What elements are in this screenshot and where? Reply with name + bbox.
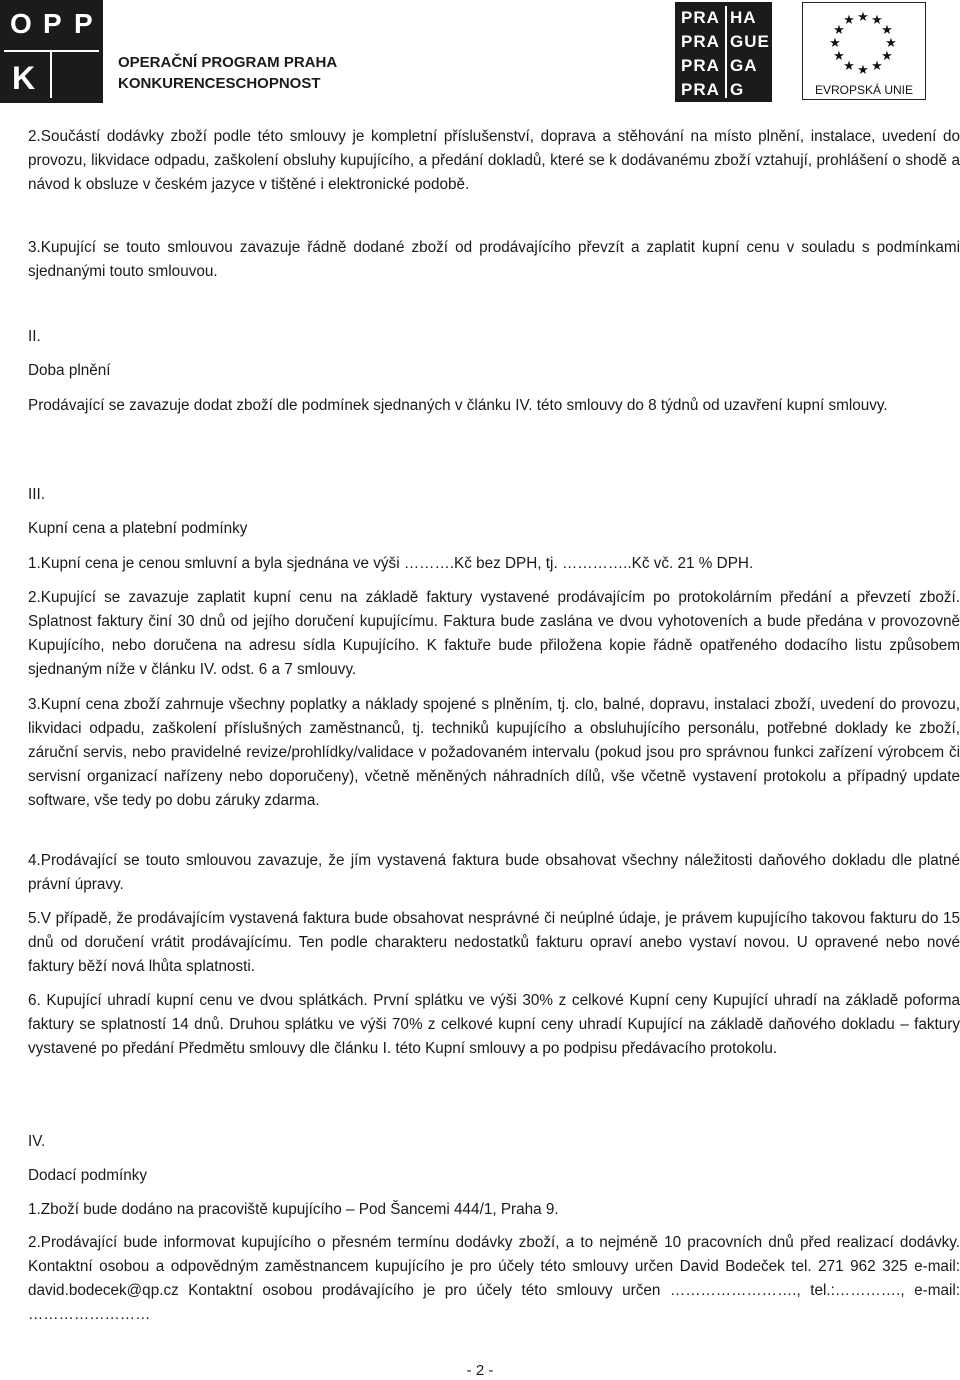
logo-divider [725,6,727,98]
opp-logo-letter: K [12,60,36,96]
paragraph: Prodávající se zavazuje dodat zboží dle podmínek sjednaných v článku IV. této smlouvy do 8 týdnů od uzavření kupní smlouvy. [28,397,888,414]
section-number: III. [28,486,45,503]
svg-text:★: ★ [833,22,845,37]
praha-logo [675,2,772,102]
section-title: Kupní cena a platební podmínky [28,520,248,537]
praha-logo-text: PRA [681,80,720,99]
svg-text:★: ★ [829,35,841,50]
paragraph: 1.Zboží bude dodáno na pracoviště kupujícího – Pod Šancemi 444/1, Praha 9. [28,1201,559,1218]
program-name-line2: KONKURENCESCHOPNOST [118,75,321,92]
praha-logo-text: PRA [681,8,720,27]
program-name [118,52,337,94]
eu-label: EVROPSKÁ UNIE [814,83,914,97]
paragraph: 2.Součástí dodávky zboží podle této smlouvy je kompletní příslušenství, doprava a stěhování na místo plnění, instalace, uvedení do provozu, likvidace odpadu, zaškolení obsluhy kupujícího, a předání dokladů, které se k dodávanému zboží vztahují, prohlášení o shodě a návod k obsluze v českém jazyce v tištěné i elektronické podobě. [28,128,960,193]
praha-logo-right [730,6,770,102]
praha-logo-text: PRA [681,56,720,75]
section-title: Doba plnění [28,362,111,379]
svg-text:★: ★ [885,35,897,50]
paragraph: 3.Kupní cena zboží zahrnuje všechny poplatky a náklady spojené s plněním, tj. clo, balné, dopravu, instalaci zboží, uvedení do provozu, likvidaci odpadu, zaškolení příslušných zaměstnanců, tj. techniků kupujícího a obsluhujícího personálu, potřebné doklady ke zboží, záruční servis, nebo pravidelné revize/prohlídky/validace v požadovaném intervalu (pokud jsou pro správnou funkci zařízení výrobcem či servisní organizací nařízeny nebo doporučeny), včetně měněných náhradních dílů, vše včetně vystavení protokolu a případný update software, vše tedy po dobu záruky zdarma. [28,696,960,809]
opp-logo [0,0,103,103]
svg-text:★: ★ [881,22,893,37]
section-number: IV. [28,1133,46,1150]
eu-stars-icon [825,7,901,77]
paragraph: 1.Kupní cena je cenou smluvní a byla sjednána ve výši ……….Kč bez DPH, tj. …………..Kč vč. 21 % DPH. [28,555,754,572]
svg-text:★: ★ [843,12,855,27]
praha-logo-text: GA [730,56,758,75]
opp-logo-letter: P [43,8,62,39]
paragraph: 6. Kupující uhradí kupní cenu ve dvou splátkách. První splátku ve výši 30% z celkové Kupní ceny Kupující uhradí na základě poforma faktury se splatností 14 dnů. Druhou splátku ve výši 70% z celkové kupní ceny uhradí Kupující na základě daňového dokladu – faktury vystavené po předání Předmětu smlouvy dle článku I. této Kupní smlouvy a po podpisu předávacího protokolu. [28,992,960,1057]
paragraph: 4.Prodávající se touto smlouvou zavazuje, že jím vystavená faktura bude obsahovat všechny náležitosti daňového dokladu dle platné právní úpravy. [28,852,960,893]
svg-text:★: ★ [857,9,869,24]
praha-logo-text: G [730,80,745,99]
svg-text:★: ★ [881,48,893,63]
paragraph: 3.Kupující se touto smlouvou zavazuje řádně dodané zboží od prodávajícího převzít a zaplatit kupní cenu v souladu s podmínkami sjednanými touto smlouvou. [28,239,960,280]
svg-text:★: ★ [857,62,869,77]
praha-logo-text: GUE [730,32,770,51]
paragraph: 2.Prodávající bude informovat kupujícího o přesném termínu dodávky zboží, a to nejméně 10 pracovních dnů před realizací dodávky. Kontaktní osobou a odpovědným zaměstnancem kupujícího je pro účely této smlouvy určen David Bodeček tel. 271 962 325 e-mail: david.bodecek@qp.cz Kontaktní osobou prodávajícího je pro účely této smlouvy určen ……………………., tel.:…………., e-mail: …………………… [28,1234,960,1323]
logo-divider [50,52,52,98]
section-number: II. [28,328,41,345]
svg-text:★: ★ [843,58,855,73]
opp-logo-letter: O [10,8,32,39]
praha-logo-text: HA [730,8,757,27]
paragraph: 2.Kupující se zavazuje zaplatit kupní cenu na základě faktury vystavené prodávajícím po protokolárním předání a převzetí zboží. Splatnost faktury činí 30 dnů od jejího doručení kupujícímu. Faktura bude zaslána ve dvou vyhotoveních a bude předána v provozovně Kupujícího, nebo doručena na adresu sídla Kupujícího. K faktuře bude přiložena kopie řádně opatřeného dodacího listu způsobem sjednaným níže v článku IV. odst. 6 a 7 smlouvy. [28,589,960,678]
svg-text:★: ★ [871,58,883,73]
paragraph: 5.V případě, že prodávajícím vystavená faktura bude obsahovat nesprávné či neúplné údaje, je právem kupujícího takovou fakturu do 15 dnů od doručení vrátit prodávajícímu. Ten podle charakteru nedostatků fakturu opraví anebo vystaví novou. U opravené nebo nové faktury běží nová lhůta splatnosti. [28,910,960,975]
svg-text:★: ★ [833,48,845,63]
praha-logo-left [681,6,720,102]
svg-text:★: ★ [871,12,883,27]
opp-logo-letter: P [74,8,93,39]
page-number: - 2 - [466,1362,494,1379]
eu-logo [802,2,926,100]
praha-logo-text: PRA [681,32,720,51]
section-title: Dodací podmínky [28,1167,148,1184]
program-name-line1: OPERAČNÍ PROGRAM PRAHA [118,54,338,71]
